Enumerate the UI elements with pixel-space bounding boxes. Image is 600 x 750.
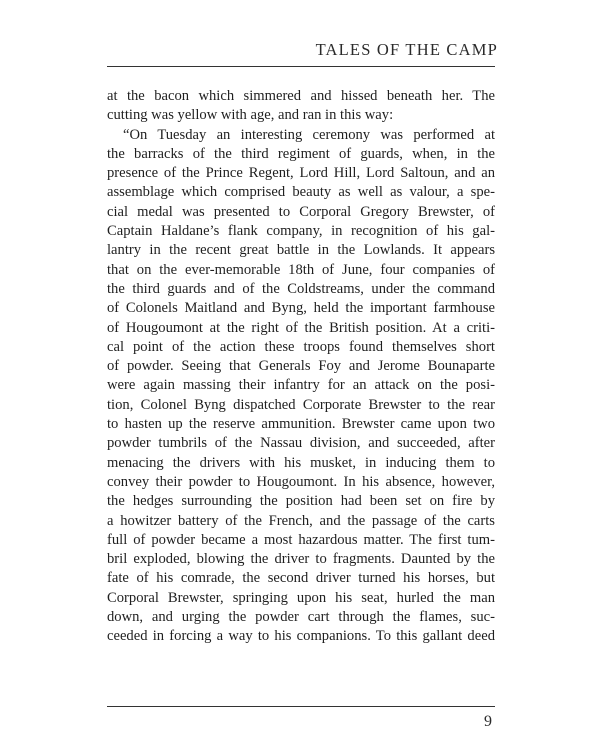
text-line: convey their powder to Hougoumont. In his absence, however,: [107, 473, 495, 490]
body-text: [107, 87, 495, 647]
text-line: the third guards and of the Coldstreams, under the command: [107, 280, 495, 297]
text-line: at the bacon which simmered and hissed beneath her. The: [107, 88, 495, 104]
text-line: tion, Colonel Byng dispatched Corporate Brewster to the rear: [107, 396, 495, 413]
text-line: Captain Haldane’s flank company, in recognition of his gal-: [107, 223, 495, 240]
text-line: Corporal Brewster, springing upon his seat, hurled the man: [107, 589, 495, 606]
text-line: were again massing their infantry for an attack on the posi-: [107, 377, 495, 394]
text-line: cial medal was presented to Corporal Gregory Brewster, of: [107, 203, 495, 220]
text-line: the barracks of the third regiment of guards, when, in the: [107, 145, 495, 162]
text-line: “On Tuesday an interesting ceremony was performed at: [123, 126, 495, 143]
text-line: bril exploded, blowing the driver to fragments. Daunted by the: [107, 551, 495, 568]
text-line: powder tumbrils of the Nassau division, and succeeded, after: [107, 435, 495, 452]
text-line: down, and urging the powder cart through the flames, suc-: [107, 609, 495, 626]
text-line: of Colonels Maitland and Byng, held the important farmhouse: [107, 300, 495, 317]
text-line: of Hougoumont at the right of the British position. At a criti-: [107, 319, 495, 336]
header-rule: [107, 66, 495, 67]
running-head: TALES OF THE CAMP: [315, 40, 498, 59]
text-line: the hedges surrounding the position had been set on fire by: [107, 493, 495, 510]
text-line: of powder. Seeing that Generals Foy and Jerome Bounaparte: [107, 358, 495, 375]
text-line: lantry in the recent great battle in the Lowlands. It appears: [107, 242, 495, 259]
text-line: ceeded in forcing a way to his companions. To this gallant deed: [107, 628, 495, 645]
footer-rule: [107, 706, 495, 707]
text-line: a howitzer battery of the French, and the passage of the carts: [107, 512, 495, 529]
text-line: cutting was yellow with age, and ran in this way:: [107, 107, 394, 124]
text-line: assemblage which comprised beauty as well as valour, a spe-: [107, 184, 495, 201]
text-line: that on the ever-memorable 18th of June, four companies of: [107, 261, 495, 278]
text-line: menacing the drivers with his musket, in inducing them to: [107, 454, 495, 471]
text-line: fate of his comrade, the second driver turned his horses, but: [107, 570, 495, 587]
page-number: 9: [484, 713, 492, 730]
text-line: presence of the Prince Regent, Lord Hill, Lord Saltoun, and an: [107, 165, 495, 182]
text-line: cal point of the action these troops found themselves short: [107, 338, 495, 355]
text-line: to hasten up the reserve ammunition. Brewster came upon two: [107, 416, 495, 433]
text-line: full of powder became a most hazardous matter. The first tum-: [107, 531, 495, 548]
